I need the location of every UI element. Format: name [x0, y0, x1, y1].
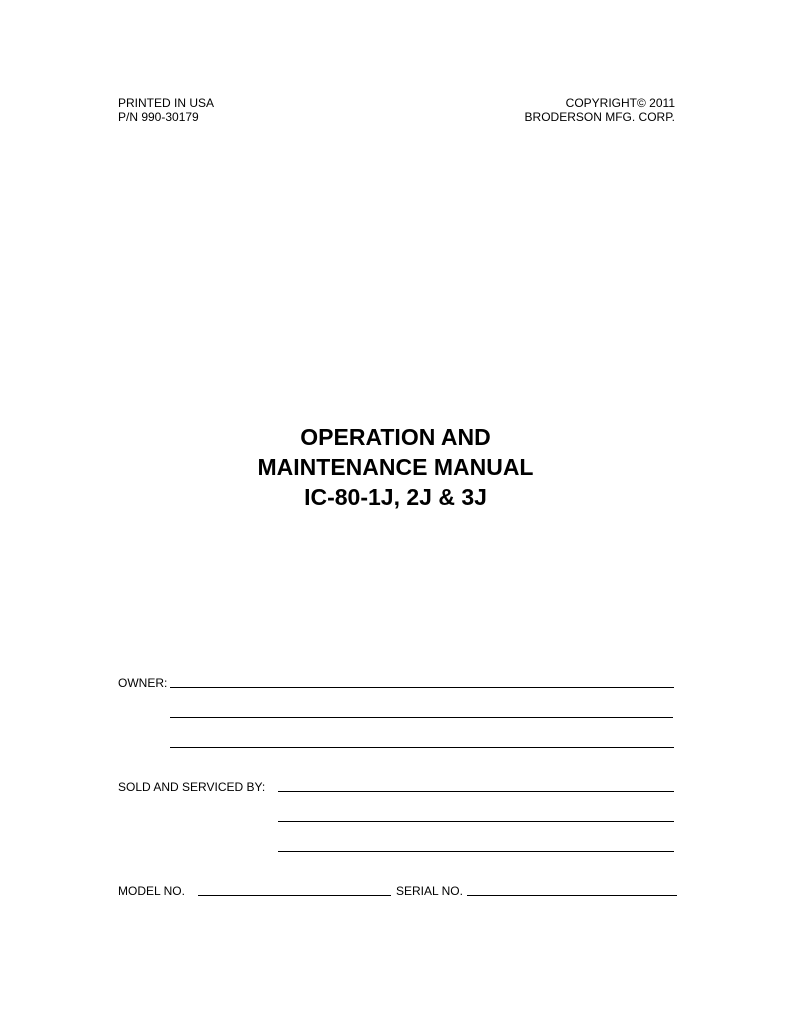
model-number-line[interactable] — [198, 895, 391, 896]
sold-serviced-line-1[interactable] — [278, 791, 674, 792]
copyright-text: COPYRIGHT© 2011 — [565, 96, 675, 110]
title-line-1: OPERATION AND — [300, 424, 491, 450]
owner-label: OWNER: — [118, 676, 168, 690]
header-right — [525, 96, 675, 124]
company-name-text: BRODERSON MFG. CORP. — [524, 110, 675, 124]
header-left — [118, 96, 214, 124]
sold-serviced-line-3[interactable] — [278, 851, 674, 852]
owner-line-1[interactable] — [170, 687, 674, 688]
title-line-2: MAINTENANCE MANUAL — [257, 454, 534, 480]
sold-serviced-label: SOLD AND SERVICED BY: — [118, 780, 266, 794]
printed-in-usa-text: PRINTED IN USA — [118, 96, 215, 110]
serial-number-line[interactable] — [467, 895, 677, 896]
owner-line-2[interactable] — [170, 717, 673, 718]
manual-title — [0, 422, 791, 512]
owner-line-3[interactable] — [170, 747, 674, 748]
title-line-3: IC-80-1J, 2J & 3J — [304, 484, 487, 510]
model-number-label: MODEL NO. — [118, 884, 185, 898]
part-number-text: P/N 990-30179 — [118, 110, 199, 124]
sold-serviced-line-2[interactable] — [278, 821, 674, 822]
serial-number-label: SERIAL NO. — [396, 884, 463, 898]
